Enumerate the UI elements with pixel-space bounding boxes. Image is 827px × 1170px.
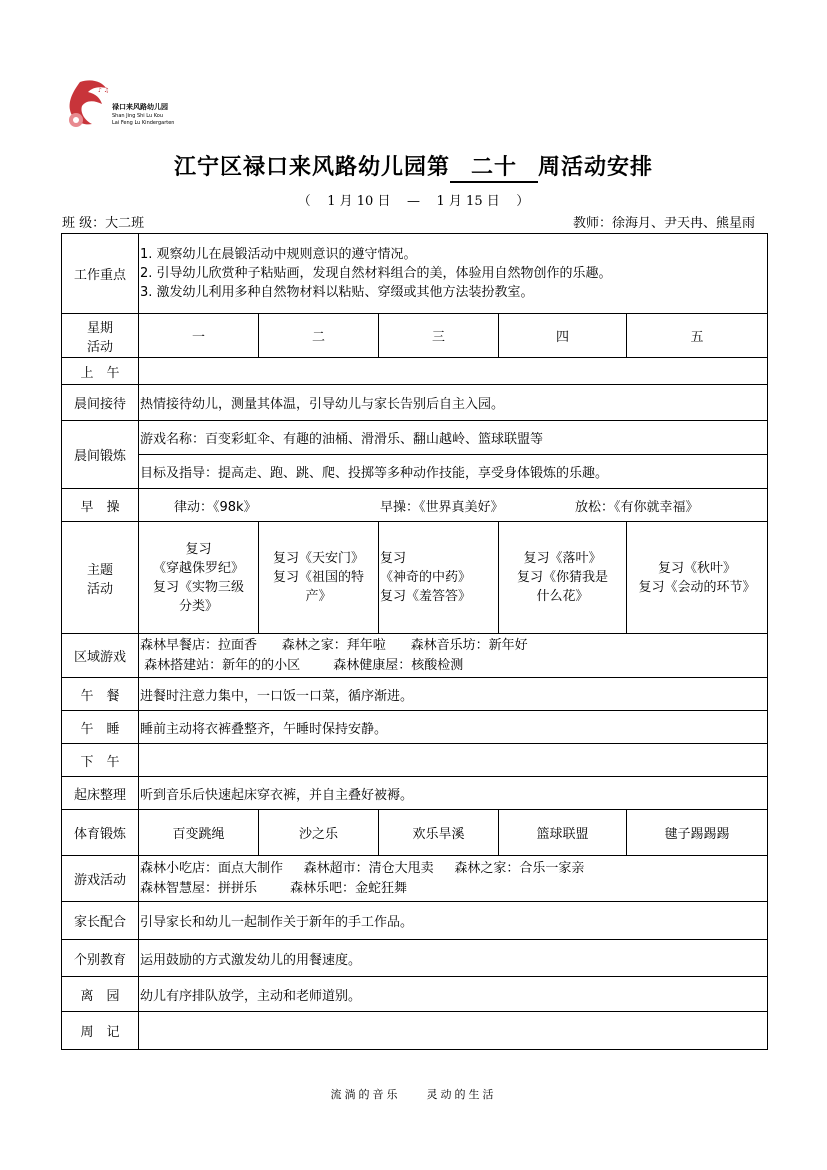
schedule-table <box>61 233 768 1050</box>
day-thursday: 四 <box>499 314 627 358</box>
parents-text: 引导家长和幼儿一起制作关于新年的手工作品。 <box>139 902 768 940</box>
theme-line: 复习《天安门》 <box>272 551 364 566</box>
lunch-label: 午 餐 <box>62 678 139 711</box>
theme-line: 分类》 <box>178 598 218 614</box>
games-text <box>139 856 768 902</box>
theme-line: 复习《实物三级 <box>152 579 244 595</box>
lunch-text: 进餐时注意力集中，一口饭一口菜，循序渐进。 <box>139 678 768 711</box>
exercise-goals: 目标及指导：提高走、跑、跳、爬、投掷等多种动作技能，享受身体锻炼的乐趣。 <box>139 455 768 489</box>
theme-label-bottom: 活动 <box>86 581 113 597</box>
nap-row <box>62 711 768 744</box>
theme-label-top: 主题 <box>86 562 113 578</box>
notes-row <box>62 1012 768 1050</box>
games-line: 森林智慧屋：拼拼乐 森林乐吧：金蛇狂舞 <box>140 880 408 896</box>
theme-line: 复习 <box>185 541 212 557</box>
goals-list <box>139 234 768 314</box>
theme-label <box>62 522 139 634</box>
area-games-line: 森林搭建站：新年的的小区 森林健康屋：核酸检测 <box>140 657 464 673</box>
individual-label: 个别教育 <box>62 940 139 977</box>
date-range: （ 1 月 10 日 — 1 月 15 日 ） <box>297 194 530 209</box>
teacher-info: 教师：徐海月、尹天冉、熊星雨 <box>572 216 755 231</box>
theme-line: 复习《落叶》 <box>523 551 602 566</box>
greeting-text: 热情接待幼儿，测量其体温，引导幼儿与家长告别后自主入园。 <box>139 385 768 421</box>
svg-text:♪ ♫: ♪ ♫ <box>98 87 110 94</box>
theme-tuesday <box>259 522 379 634</box>
theme-line: 产》 <box>305 589 332 604</box>
games-label: 游戏活动 <box>62 856 139 902</box>
wakeup-row <box>62 777 768 810</box>
weekday-header-row <box>62 314 768 358</box>
pe-monday: 百变跳绳 <box>139 810 259 856</box>
goals-row <box>62 234 768 314</box>
exercise-label: 晨间锻炼 <box>62 421 139 489</box>
page-title <box>0 150 827 183</box>
leave-row <box>62 977 768 1012</box>
nap-text: 睡前主动将衣裤叠整齐，午睡时保持安静。 <box>139 711 768 744</box>
morning-label: 上 午 <box>62 358 139 385</box>
drill-text: 早操：《世界真美好》 <box>380 499 504 515</box>
exercise-goals-row <box>62 455 768 489</box>
title-suffix: 周活动安排 <box>538 154 654 180</box>
relax-text: 放松：《有你就幸福》 <box>575 499 699 515</box>
greeting-row <box>62 385 768 421</box>
area-games-text <box>139 634 768 678</box>
exercise-games: 游戏名称：百变彩虹伞、有趣的油桶、滑滑乐、翻山越岭、篮球联盟等 <box>139 421 768 455</box>
theme-line: 复习《秋叶》 <box>658 560 737 576</box>
area-games-line: 森林早餐店：拉面香 森林之家：拜年啦 森林音乐坊：新年好 <box>140 637 528 653</box>
games-row <box>62 856 768 902</box>
logo-pinyin: Shan Jing Shi Lu Kou <box>112 113 163 119</box>
rhythm-text: 律动：《98k》 <box>174 499 257 515</box>
individual-row <box>62 940 768 977</box>
notes-text <box>139 1012 768 1050</box>
footer-slogan: 流淌的音乐 灵动的生活 <box>330 1088 497 1101</box>
kindergarten-logo <box>62 76 182 132</box>
pe-tuesday: 沙之乐 <box>259 810 379 856</box>
week-number: 二十 <box>450 150 538 183</box>
morning-drill-label: 早 操 <box>62 489 139 522</box>
title-prefix: 江宁区禄口来风路幼儿园第 <box>173 154 450 180</box>
lunch-row <box>62 678 768 711</box>
theme-line: 复习《羞答答》 <box>380 589 472 604</box>
leave-label: 离 园 <box>62 977 139 1012</box>
leave-text: 幼儿有序排队放学，主动和老师道别。 <box>139 977 768 1012</box>
pe-label: 体育锻炼 <box>62 810 139 856</box>
parents-row <box>62 902 768 940</box>
theme-friday <box>627 522 768 634</box>
header-label-bottom: 活动 <box>86 339 113 355</box>
wakeup-text: 听到音乐后快速起床穿衣裤，并自主叠好被褥。 <box>139 777 768 810</box>
afternoon-section-row <box>62 744 768 777</box>
theme-line: 复习《你猜我是 <box>516 570 608 585</box>
pe-row <box>62 810 768 856</box>
theme-line: 《神奇的中药》 <box>380 570 472 585</box>
class-info: 班 级：大二班 <box>62 216 145 231</box>
pe-thursday: 篮球联盟 <box>499 810 627 856</box>
morning-drill-content <box>139 489 768 522</box>
theme-line: 复习《祖国的特 <box>272 570 364 585</box>
individual-text: 运用鼓励的方式激发幼儿的用餐速度。 <box>139 940 768 977</box>
morning-drill-row <box>62 489 768 522</box>
theme-monday <box>139 522 259 634</box>
day-monday: 一 <box>139 314 259 358</box>
day-tuesday: 二 <box>259 314 379 358</box>
afternoon-label: 下 午 <box>62 744 139 777</box>
theme-thursday <box>499 522 627 634</box>
goal-item: 3. 激发幼儿利用多种自然物材料以粘贴、穿缀或其他方法装扮教室。 <box>140 285 534 300</box>
logo-english: Lai Feng Lu Kindergarten <box>112 120 175 126</box>
weekday-header-label <box>62 314 139 358</box>
goal-item: 2. 引导幼儿欣赏种子粘贴画，发现自然材料组合的美，体验用自然物创作的乐趣。 <box>140 266 612 281</box>
wakeup-label: 起床整理 <box>62 777 139 810</box>
area-games-row <box>62 634 768 678</box>
theme-line: 复习《会动的环节》 <box>638 579 756 595</box>
pe-friday: 毽子踢踢踢 <box>627 810 768 856</box>
pe-wednesday: 欢乐旱溪 <box>379 810 499 856</box>
theme-line: 复习 <box>380 551 407 566</box>
theme-wednesday <box>379 522 499 634</box>
theme-line: 《穿越侏罗纪》 <box>152 560 244 576</box>
exercise-row <box>62 421 768 455</box>
day-friday: 五 <box>627 314 768 358</box>
day-wednesday: 三 <box>379 314 499 358</box>
morning-section-row <box>62 358 768 385</box>
goal-item: 1. 观察幼儿在晨锻活动中规则意识的遵守情况。 <box>140 247 417 262</box>
parents-label: 家长配合 <box>62 902 139 940</box>
greeting-label: 晨间接待 <box>62 385 139 421</box>
header-label-top: 星期 <box>86 320 113 336</box>
games-line: 森林小吃店：面点大制作 森林超市：清仓大甩卖 森林之家：合乐一家亲 <box>140 860 585 876</box>
nap-label: 午 睡 <box>62 711 139 744</box>
notes-label: 周 记 <box>62 1012 139 1050</box>
logo-name: 禄口来风路幼儿园 <box>112 103 168 111</box>
goals-label: 工作重点 <box>62 234 139 314</box>
area-games-label: 区域游戏 <box>62 634 139 678</box>
theme-line: 什么花》 <box>536 589 589 604</box>
theme-row <box>62 522 768 634</box>
logo-emblem-icon <box>62 76 112 132</box>
